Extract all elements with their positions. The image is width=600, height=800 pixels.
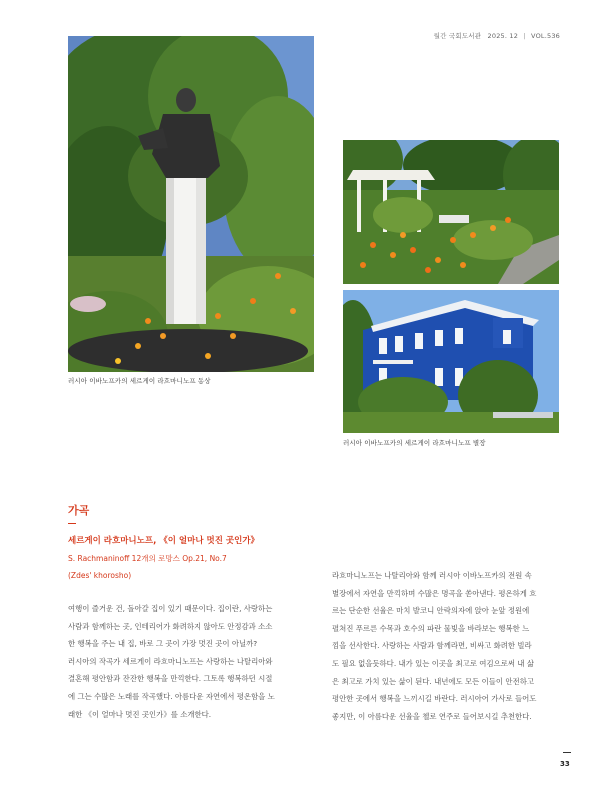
body-line: 좋지만, 이 아름다운 선율을 첼로 연주로 들어보시길 추천한다.: [332, 711, 532, 721]
body-line: 래한 《이 얼마나 멋진 곳인가》를 소개한다.: [68, 709, 212, 719]
statue-caption: 러시아 이바노프카의 세르게이 라흐마니노프 동상: [68, 377, 211, 385]
body-line: 르는 단순한 선율은 마치 발코니 안락의자에 앉아 눈앞 정원에: [332, 606, 530, 616]
body-line: 여행이 즐거운 건, 돌아갈 집이 있기 때문이다. 집이란, 사랑하는: [68, 604, 273, 613]
body-line: 러시아의 작곡가 세르게이 라흐마니노프는 사랑하는 나탈리아와: [68, 656, 273, 666]
running-header: [434, 31, 560, 40]
page-number-rule: [563, 752, 571, 753]
body-line: 라흐마니노프는 나탈리아와 함께 러시아 이바노프카의 전원 속: [332, 571, 532, 580]
song-original-title: (Zdes' khorosho): [68, 571, 132, 580]
body-line: 사람과 함께하는 곳, 인테리어가 화려하지 않아도 안정감과 소소: [68, 621, 273, 631]
body-paragraph-left: [68, 600, 310, 723]
section-label: 가곡: [68, 504, 90, 517]
header-separator: |: [523, 32, 526, 40]
body-line: 한 행복을 주는 내 집, 바로 그 곳이 가장 멋진 곳이 아닐까?: [68, 639, 258, 649]
blue-villa-photo: [343, 290, 559, 433]
body-line: 은 최고로 가치 있는 삶이 된다. 내년에도 모든 이들이 안전하고: [332, 676, 534, 686]
song-subtitle: S. Rachmaninoff 12개의 로망스 Op.21, No.7: [68, 554, 227, 563]
body-line: 결혼해 평안함과 잔잔한 행복을 만끽한다. 그토록 행복하던 시절: [68, 674, 273, 684]
section-rule: [68, 523, 76, 524]
song-title: 세르게이 라흐마니노프, 《이 얼마나 멋진 곳인가》: [68, 536, 260, 546]
body-line: 도 필요 없을듯하다. 내가 있는 이곳을 최고로 여김으로써 내 삶: [332, 658, 534, 668]
issue-date: 2025. 12: [487, 32, 519, 40]
volume-number: VOL.536: [531, 32, 560, 40]
body-line: 별장에서 자연을 만끽하며 수많은 명곡을 쏟아낸다. 평온하게 흐: [332, 588, 537, 598]
villa-caption: 러시아 이바노프카의 세르게이 라흐마니노프 별장: [343, 439, 486, 447]
page-number: 33: [560, 760, 570, 768]
body-line: 펼쳐진 푸르른 수목과 호수의 파란 물빛을 바라보는 행복한 느: [332, 623, 530, 633]
body-line: 평안한 곳에서 행복을 느끼시길 바란다. 러시아어 가사로 들어도: [332, 694, 537, 704]
statue-photo: [68, 36, 314, 372]
garden-gazebo-photo: [343, 140, 559, 284]
body-line: 에 그는 수많은 노래를 작곡했다. 아름다운 자연에서 평온함을 노: [68, 691, 275, 701]
magazine-name: 월간 국회도서관: [433, 32, 482, 40]
body-paragraph-right: [332, 567, 559, 725]
body-line: 낌을 선사한다. 사랑하는 사람과 함께라면, 비싸고 화려한 빌라: [332, 641, 532, 651]
